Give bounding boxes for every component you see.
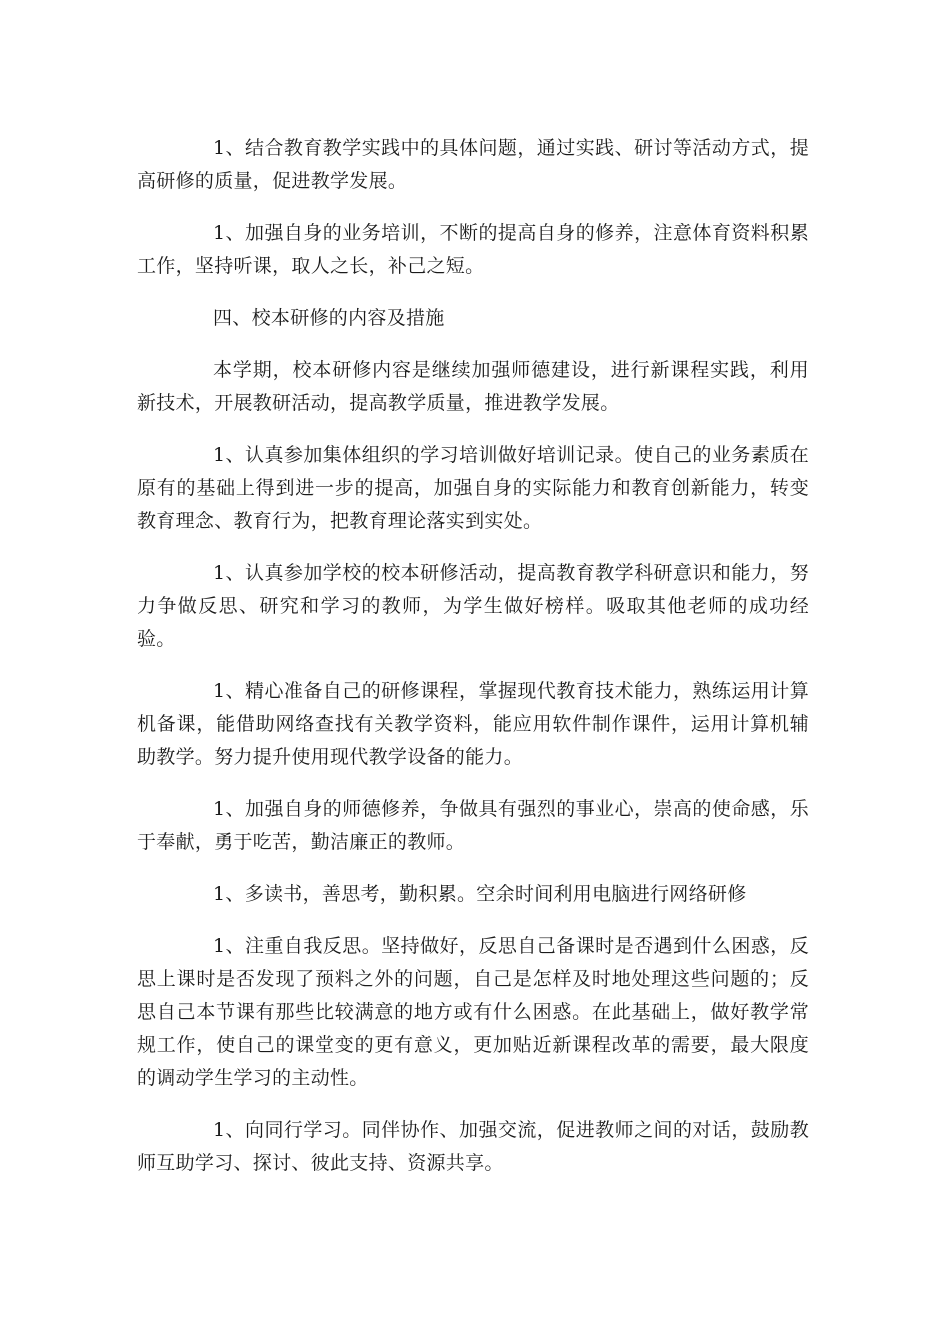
paragraph-2: 1、加强自身的业务培训，不断的提高自身的修养，注意体育资料积累工作，坚持听课，取人之长，补己之短。 — [137, 222, 809, 277]
paragraph-4: 1、认真参加集体组织的学习培训做好培训记录。使自己的业务素质在原有的基础上得到进一步的提高，加强自身的实际能力和教育创新能力，转变教育理念、教育行为，把教育理论落实到实处。 — [137, 444, 809, 532]
paragraph-1: 1、结合教育教学实践中的具体问题，通过实践、研讨等活动方式，提高研修的质量，促进教学发展。 — [137, 137, 809, 192]
paragraph-5: 1、认真参加学校的校本研修活动，提高教育教学科研意识和能力，努力争做反思、研究和学习的教师，为学生做好榜样。吸取其他老师的成功经验。 — [137, 562, 809, 650]
document-body — [137, 132, 809, 1199]
paragraph-3: 本学期，校本研修内容是继续加强师德建设，进行新课程实践，利用新技术，开展教研活动，提高教学质量，推进教学发展。 — [137, 359, 809, 414]
paragraph-9: 1、注重自我反思。坚持做好，反思自己备课时是否遇到什么困惑，反思上课时是否发现了预料之外的问题，自己是怎样及时地处理这些问题的；反思自己本节课有那些比较满意的地方或有什么困惑。在此基础上，做好教学常规工作，使自己的课堂变的更有意义，更加贴近新课程改革的需要，最大限度的调动学生学习的主动性。 — [137, 935, 809, 1089]
paragraph-7: 1、加强自身的师德修养，争做具有强烈的事业心，崇高的使命感，乐于奉献，勇于吃苦，勤洁廉正的教师。 — [137, 798, 809, 853]
paragraph-8: 1、多读书，善思考，勤积累。空余时间利用电脑进行网络研修 — [213, 883, 747, 905]
paragraph-6: 1、精心准备自己的研修课程，掌握现代教育技术能力，熟练运用计算机备课，能借助网络查找有关教学资料，能应用软件制作课件，运用计算机辅助教学。努力提升使用现代教学设备的能力。 — [137, 680, 809, 768]
paragraph-10: 1、向同行学习。同伴协作、加强交流，促进教师之间的对话，鼓励教师互助学习、探讨、彼此支持、资源共享。 — [137, 1119, 809, 1174]
section-heading: 四、校本研修的内容及措施 — [213, 307, 445, 329]
